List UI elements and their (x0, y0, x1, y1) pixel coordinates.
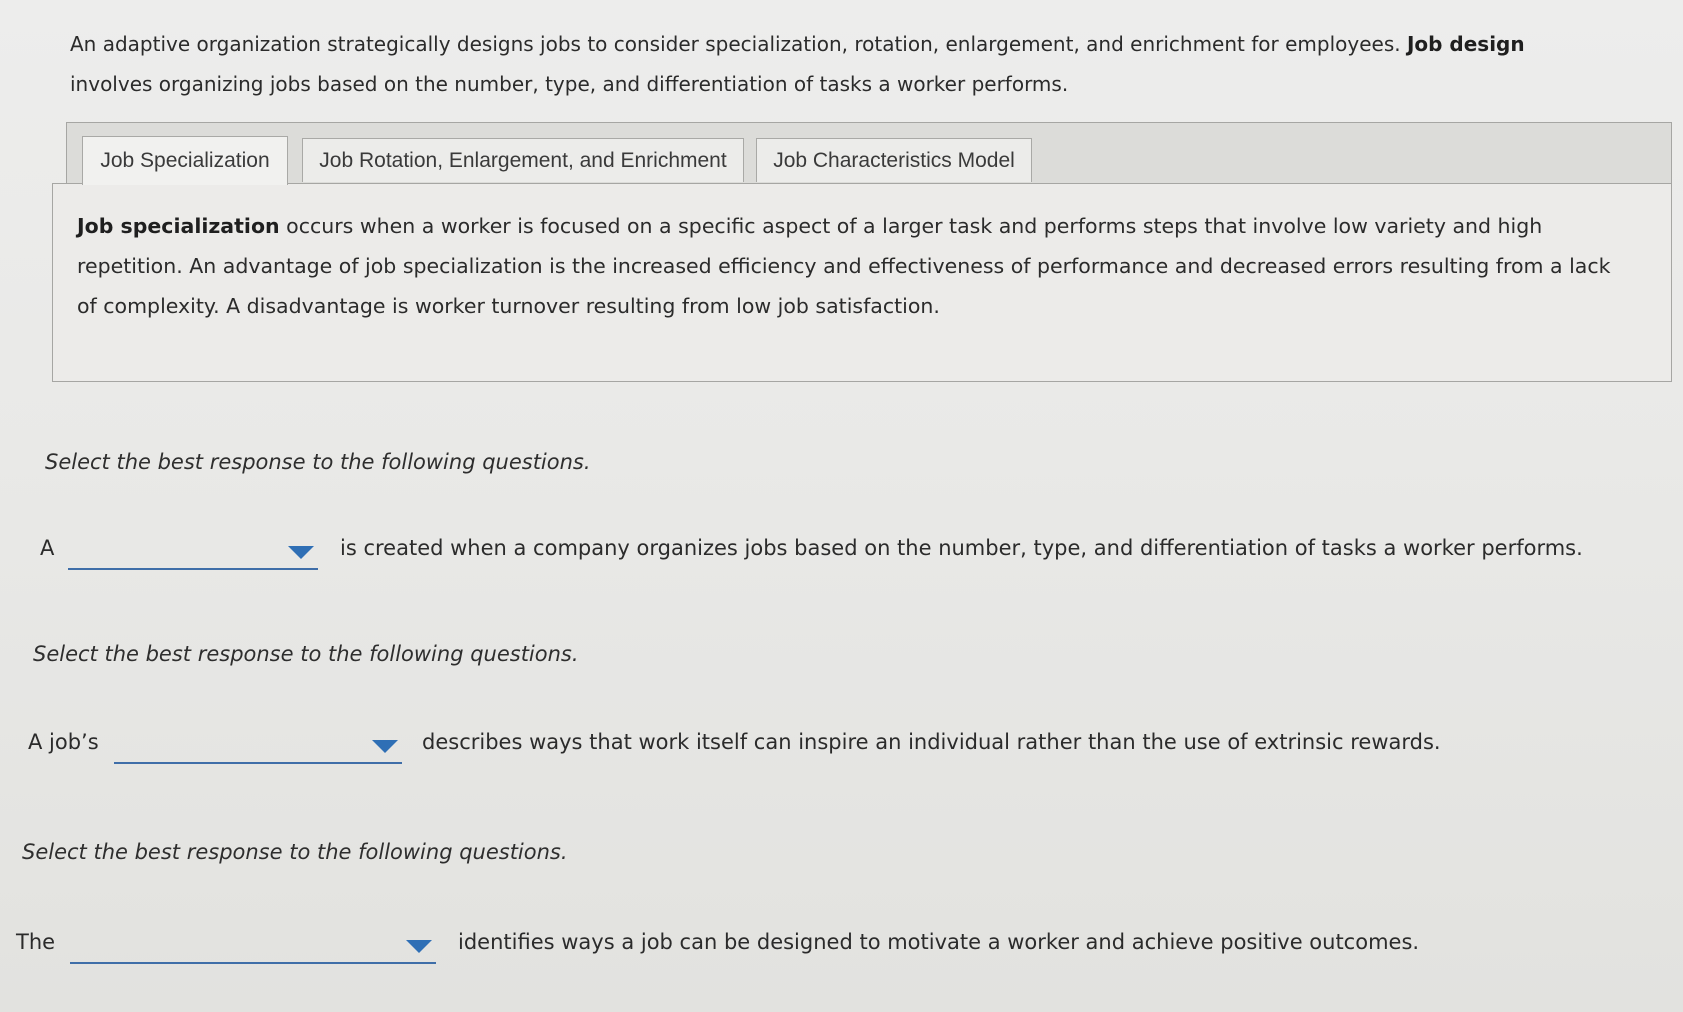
dropdown-arrow-icon (406, 940, 432, 953)
tab-content-term: Job specialization (77, 214, 280, 238)
question-1-prefix: A (40, 536, 55, 560)
question-2 (28, 730, 1648, 764)
question-2-dropdown[interactable] (114, 736, 402, 764)
intro-text-1: An adaptive organization strategically designs jobs to consider specialization, rotation, enlargement, and enrichment for employees. (70, 32, 1407, 56)
tab-job-specialization[interactable]: Job Specialization (82, 136, 288, 185)
intro-paragraph (70, 24, 1530, 104)
question-1 (40, 536, 1660, 570)
question-1-dropdown[interactable] (68, 542, 318, 570)
intro-term-job-design: Job design (1406, 32, 1525, 56)
question-2-suffix: describes ways that work itself can inspire an individual rather than the use of extrinsic rewards. (422, 730, 1441, 754)
question-3-dropdown[interactable] (70, 936, 436, 964)
question-1-suffix: is created when a company organizes jobs based on the number, type, and differentiation of tasks a worker performs. (340, 536, 1583, 560)
instruction-q3: Select the best response to the following questions. (22, 840, 568, 864)
tab-job-characteristics-model[interactable]: Job Characteristics Model (756, 138, 1032, 182)
tab-content-text (77, 206, 1631, 326)
dropdown-arrow-icon (372, 740, 398, 753)
instruction-q1: Select the best response to the following questions. (45, 450, 591, 474)
tab-content-body: occurs when a worker is focused on a specific aspect of a larger task and performs steps that involve low variety and high repetition. An advantage of job specialization is the increased efficiency and effectiveness of performance and decreased errors resulting from a lack of complexity. A disadvantage is worker turnover resulting from low job satisfaction. (77, 214, 1611, 318)
question-3 (16, 930, 1636, 964)
instruction-q2: Select the best response to the following questions. (33, 642, 579, 666)
question-2-prefix: A job’s (28, 730, 99, 754)
question-3-prefix: The (16, 930, 56, 954)
tab-job-rotation-enlargement-enrichment[interactable]: Job Rotation, Enlargement, and Enrichment (302, 138, 744, 182)
question-3-suffix: identifies ways a job can be designed to motivate a worker and achieve positive outcomes. (458, 930, 1420, 954)
intro-text-2: involves organizing jobs based on the number, type, and differentiation of tasks a worker performs. (70, 72, 1069, 96)
tab-content (52, 183, 1672, 382)
dropdown-arrow-icon (288, 546, 314, 559)
tab-panel (52, 122, 1672, 382)
